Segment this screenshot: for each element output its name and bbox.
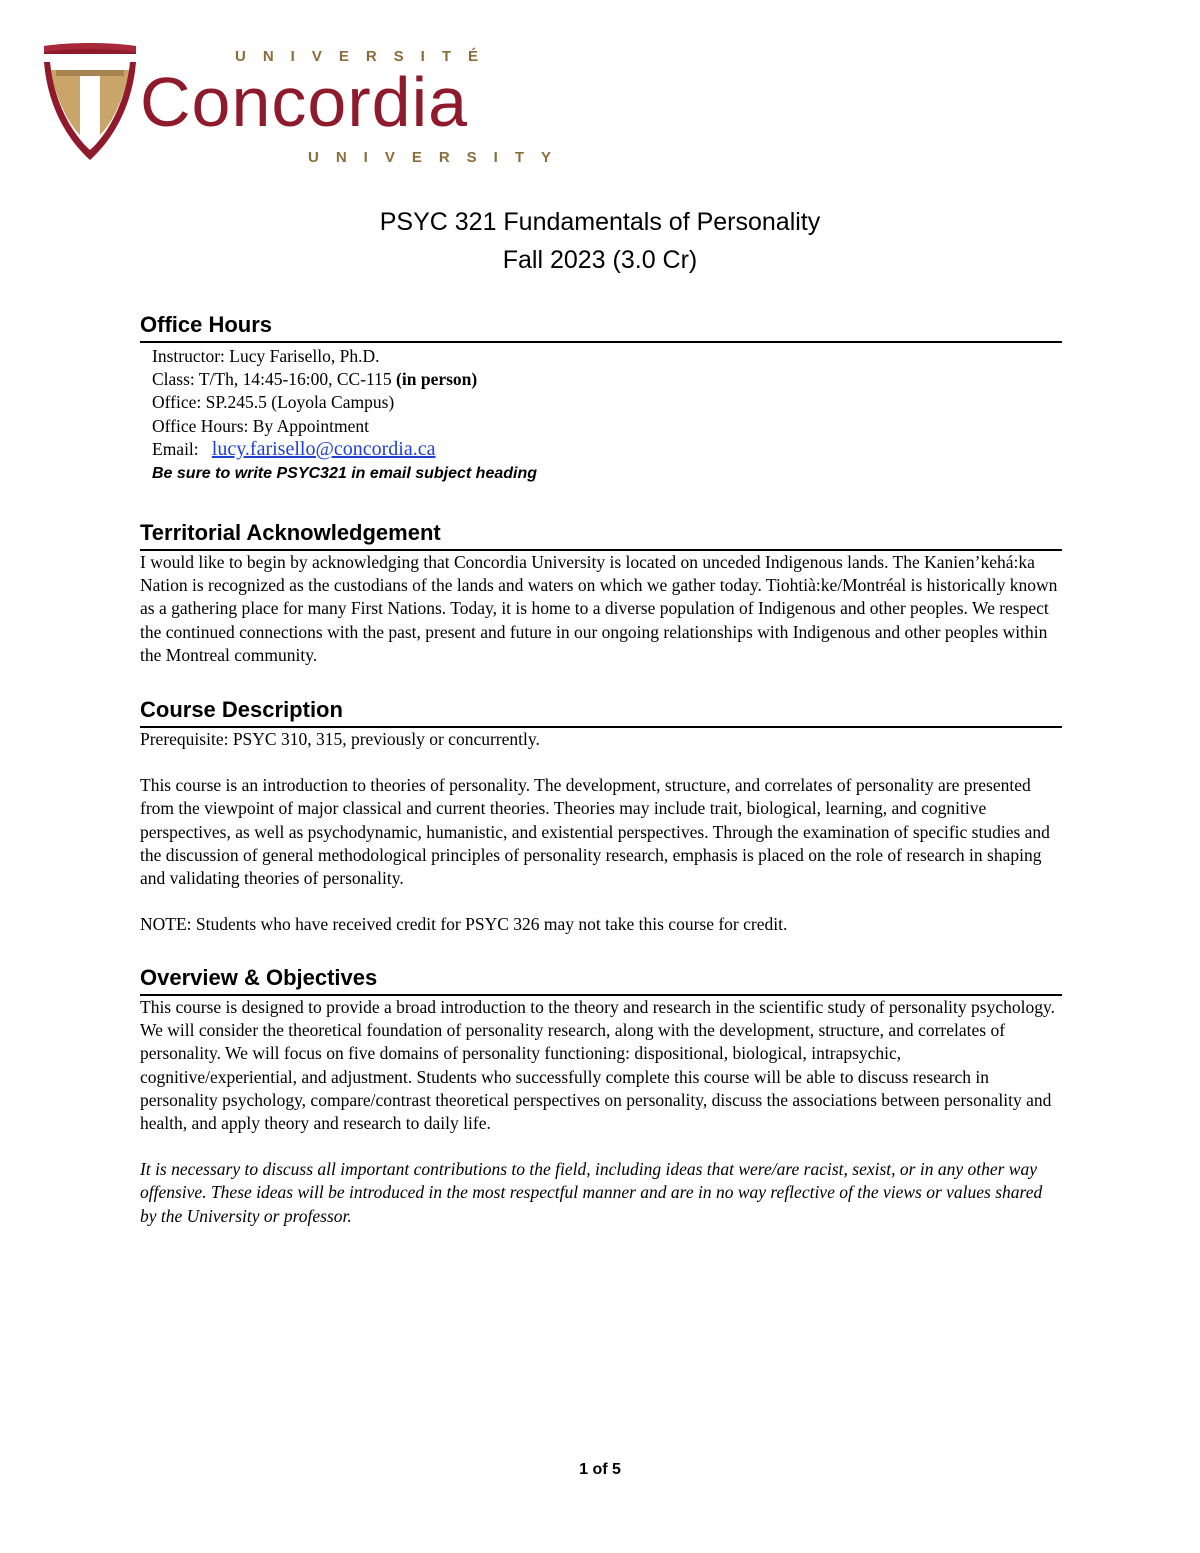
territorial-text: I would like to begin by acknowledging that Concordia University is located on unceded Indigenous lands. The Kanien’kehá:ka Nation is recognized as the custodians of the lands and waters on which we gather today. Tiohtià:ke/Montréal is historically known as a gathering place for many First Nations. Today, it is home to a diverse population of Indigenous and other peoples. We respect the continued connections with the past, present and future in our ongoing relationships with Indigenous and other peoples within the Montreal community. <box>140 552 1058 665</box>
course-note-text: NOTE: Students who have received credit for PSYC 326 may not take this course for credit. <box>140 914 788 935</box>
logo-universite-text: UNIVERSITÉ <box>235 48 496 65</box>
course-description-text: This course is an introduction to theories of personality. The development, structure, and correlates of personality are presented from the viewpoint of major classical and current theories. Theories may include trait, biological, learning, and cognitive perspectives, as well as psychodynamic, humanistic, and existential perspectives. Through the examination of specific studies and the discussion of general methodological principles of personality research, emphasis is placed on the role of research in shaping and validating theories of personality. <box>140 775 1050 889</box>
concordia-shield-icon <box>40 40 140 165</box>
logo-concordia-wordmark: Concordia <box>140 63 469 141</box>
territorial-heading: Territorial Acknowledgement <box>140 519 1062 551</box>
email-line <box>152 438 1062 461</box>
overview-section <box>140 964 1062 1228</box>
territorial-section <box>140 519 1062 667</box>
class-line <box>152 368 1062 391</box>
office-line: Office: SP.245.5 (Loyola Campus) <box>152 392 395 413</box>
email-link[interactable]: lucy.farisello@concordia.ca <box>211 437 436 460</box>
logo-university-text: UNIVERSITY <box>308 149 569 166</box>
course-description-heading: Course Description <box>140 696 1062 728</box>
office-hours-section <box>140 311 1062 486</box>
overview-heading: Overview & Objectives <box>140 964 1062 996</box>
email-note: Be sure to write PSYC321 in email subject heading <box>152 465 538 483</box>
course-term: Fall 2023 (3.0 Cr) <box>502 246 698 274</box>
overview-text: This course is designed to provide a broad introduction to the theory and research in the scientific study of personality psychology. We will consider the theoretical foundation of personality research, along with the development, structure, and correlates of personality. We will focus on five domains of personality functioning: dispositional, biological, intrapsychic, cognitive/experiential, and adjustment. Students who successfully complete this course will be able to discuss research in personality psychology, compare/contrast theoretical perspectives on personality, discuss the associations between personality and health, and apply theory and research to daily life. <box>140 997 1055 1134</box>
office-hours-line: Office Hours: By Appointment <box>152 415 369 436</box>
concordia-logo <box>40 40 569 170</box>
course-description-section <box>140 696 1062 936</box>
instructor-line: Instructor: Lucy Farisello, Ph.D. <box>152 346 380 366</box>
page-number: 1 of 5 <box>579 1461 621 1478</box>
class-mode: (in person) <box>396 369 478 390</box>
disclaimer-text: It is necessary to discuss all important contributions to the field, including ideas that were/are racist, sexist, or in any other way offensive. These ideas will be introduced in the most respectful manner and are in no way reflective of the views or values shared by the University or professor. <box>140 1159 1043 1226</box>
office-hours-heading: Office Hours <box>140 311 1062 343</box>
email-label: Email: <box>152 438 199 459</box>
course-title: PSYC 321 Fundamentals of Personality <box>379 208 821 236</box>
prerequisite-text: Prerequisite: PSYC 310, 315, previously or concurrently. <box>140 729 540 749</box>
class-schedule: Class: T/Th, 14:45-16:00, CC-115 <box>152 369 397 390</box>
